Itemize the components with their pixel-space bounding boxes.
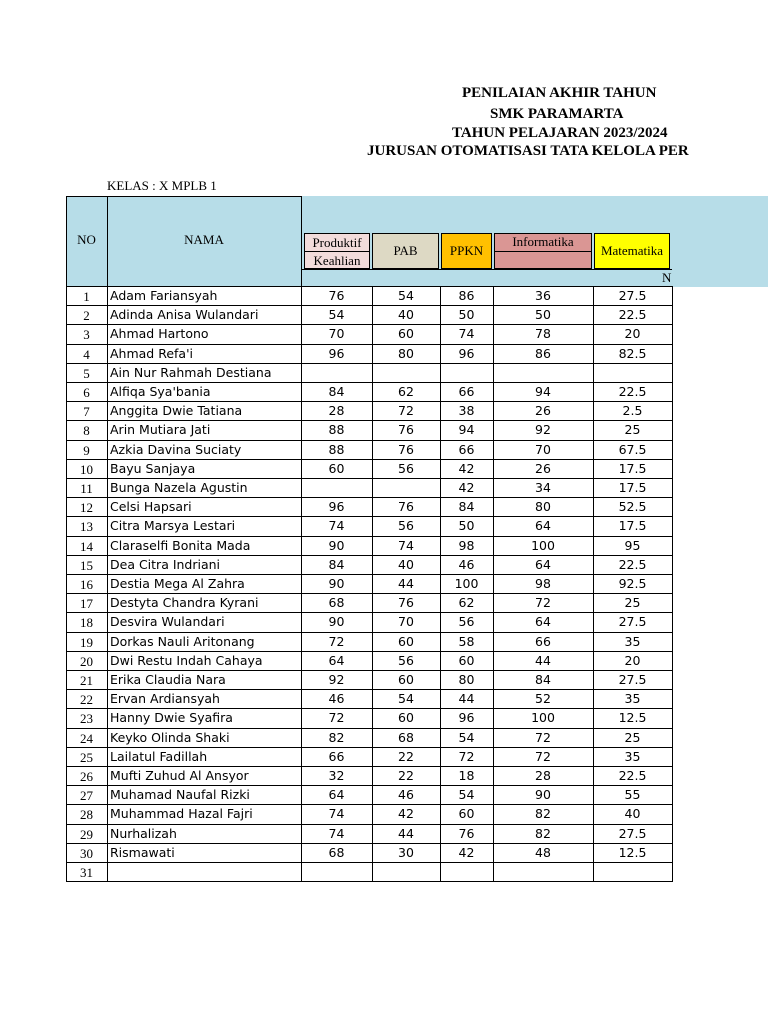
subject-matematika-cell: Matematika xyxy=(594,233,670,269)
student-name: Anggita Dwie Tatiana xyxy=(110,403,243,418)
score-matematika: 2.5 xyxy=(622,403,643,418)
score-informatika: 66 xyxy=(535,634,551,649)
score-pab: 68 xyxy=(398,730,414,745)
department-name: JURUSAN OTOMATISASI TATA KELOLA PER xyxy=(367,143,689,159)
row-number: 30 xyxy=(80,846,93,861)
score-produktif: 88 xyxy=(328,422,345,437)
score-produktif: 74 xyxy=(328,806,345,821)
score-informatika: 44 xyxy=(535,653,551,668)
score-pab: 56 xyxy=(398,518,414,533)
score-ppkn: 80 xyxy=(458,672,475,687)
score-produktif: 66 xyxy=(328,749,345,764)
score-informatika: 86 xyxy=(535,346,551,361)
table-border xyxy=(66,420,673,421)
score-pab: 42 xyxy=(398,806,414,821)
score-informatika: 48 xyxy=(535,845,551,860)
row-number: 14 xyxy=(80,539,93,554)
score-matematika: 12.5 xyxy=(618,710,647,725)
score-matematika: 17.5 xyxy=(618,518,647,533)
table-border xyxy=(66,459,673,460)
table-border xyxy=(66,344,673,345)
score-ppkn: 50 xyxy=(458,307,475,322)
student-name: Bayu Sanjaya xyxy=(110,461,196,476)
score-matematika: 92.5 xyxy=(618,576,647,591)
row-number: 3 xyxy=(83,327,90,342)
score-matematika: 22.5 xyxy=(618,557,647,572)
score-pab: 62 xyxy=(398,384,414,399)
subject-informatika-label: Informatika xyxy=(495,234,591,252)
row-number: 24 xyxy=(80,731,93,746)
score-ppkn: 42 xyxy=(458,845,475,860)
score-produktif: 70 xyxy=(328,326,345,341)
score-informatika: 34 xyxy=(535,480,551,495)
score-ppkn: 72 xyxy=(458,749,475,764)
score-ppkn: 60 xyxy=(458,653,475,668)
score-produktif: 60 xyxy=(328,461,345,476)
score-informatika: 94 xyxy=(535,384,551,399)
score-ppkn: 60 xyxy=(458,806,475,821)
academic-year: TAHUN PELAJARAN 2023/2024 xyxy=(452,125,668,141)
class-label: KELAS : X MPLB 1 xyxy=(107,178,217,193)
row-number: 20 xyxy=(80,654,93,669)
score-produktif: 64 xyxy=(328,787,345,802)
score-informatika: 64 xyxy=(535,557,551,572)
score-informatika: 98 xyxy=(535,576,551,591)
score-pab: 72 xyxy=(398,403,414,418)
student-name: Arin Mutiara Jati xyxy=(110,422,211,437)
score-informatika: 36 xyxy=(535,288,551,303)
score-matematika: 12.5 xyxy=(618,845,647,860)
student-name: Ahmad Hartono xyxy=(110,326,209,341)
row-number: 9 xyxy=(83,443,90,458)
table-border xyxy=(66,862,673,863)
table-border xyxy=(66,728,673,729)
score-ppkn: 98 xyxy=(458,538,475,553)
student-name: Nurhalizah xyxy=(110,826,177,841)
header-no: NO xyxy=(77,232,96,247)
row-number: 12 xyxy=(80,500,93,515)
student-name: Ain Nur Rahmah Destiana xyxy=(110,365,272,380)
score-ppkn: 100 xyxy=(454,576,479,591)
student-name: Azkia Davina Suciaty xyxy=(110,442,242,457)
table-border xyxy=(66,747,673,748)
table-border xyxy=(66,196,67,287)
student-name: Destia Mega Al Zahra xyxy=(110,576,245,591)
student-name: Dea Citra Indriani xyxy=(110,557,221,572)
score-pab: 46 xyxy=(398,787,414,802)
score-produktif: 72 xyxy=(328,710,345,725)
score-ppkn: 76 xyxy=(458,826,475,841)
table-border xyxy=(66,324,673,325)
row-number: 26 xyxy=(80,769,93,784)
score-produktif: 72 xyxy=(328,634,345,649)
score-produktif: 96 xyxy=(328,346,345,361)
score-ppkn: 38 xyxy=(458,403,475,418)
student-name: Muhamad Naufal Rizki xyxy=(110,787,250,802)
header-nama: NAMA xyxy=(184,232,224,247)
subject-ppkn-cell: PPKN xyxy=(441,233,492,269)
student-name: Adinda Anisa Wulandari xyxy=(110,307,259,322)
score-matematika: 52.5 xyxy=(618,499,647,514)
student-name: Hanny Dwie Syafira xyxy=(110,710,233,725)
score-pab: 76 xyxy=(398,499,414,514)
row-number: 8 xyxy=(83,423,90,438)
table-border xyxy=(301,269,672,270)
row-number: 11 xyxy=(80,481,93,496)
score-matematika: 27.5 xyxy=(618,614,647,629)
score-pab: 54 xyxy=(398,288,414,303)
table-border xyxy=(66,382,673,383)
score-informatika: 82 xyxy=(535,806,551,821)
score-produktif: 64 xyxy=(328,653,345,668)
row-number: 29 xyxy=(80,827,93,842)
student-name: Mufti Zuhud Al Ansyor xyxy=(110,768,249,783)
score-pab: 60 xyxy=(398,710,414,725)
score-informatika: 50 xyxy=(535,307,551,322)
score-pab: 76 xyxy=(398,442,414,457)
score-produktif: 68 xyxy=(328,845,345,860)
score-matematika: 22.5 xyxy=(618,384,647,399)
score-ppkn: 42 xyxy=(458,461,475,476)
subject-produktif-line1: Produktif xyxy=(305,234,369,252)
score-ppkn: 86 xyxy=(458,288,475,303)
score-pab: 54 xyxy=(398,691,414,706)
score-ppkn: 42 xyxy=(458,480,475,495)
table-border xyxy=(66,286,673,287)
score-matematika: 27.5 xyxy=(618,672,647,687)
score-pab: 60 xyxy=(398,326,414,341)
score-informatika: 80 xyxy=(535,499,551,514)
score-matematika: 35 xyxy=(624,634,641,649)
subject-pab-cell: PAB xyxy=(372,233,439,269)
score-ppkn: 54 xyxy=(458,787,475,802)
table-border xyxy=(107,286,108,882)
score-ppkn: 46 xyxy=(458,557,475,572)
row-number: 2 xyxy=(83,308,90,323)
school-name: SMK PARAMARTA xyxy=(490,106,624,122)
student-name: Bunga Nazela Agustin xyxy=(110,480,248,495)
score-pab: 22 xyxy=(398,768,414,783)
score-ppkn: 74 xyxy=(458,326,475,341)
row-number: 13 xyxy=(80,519,93,534)
score-ppkn: 56 xyxy=(458,614,475,629)
score-produktif: 76 xyxy=(328,288,345,303)
table-border xyxy=(66,555,673,556)
table-border xyxy=(66,401,673,402)
score-matematika: 27.5 xyxy=(618,288,647,303)
score-ppkn: 54 xyxy=(458,730,475,745)
score-informatika: 64 xyxy=(535,518,551,533)
table-border xyxy=(66,196,302,197)
score-pab: 44 xyxy=(398,576,414,591)
score-produktif: 74 xyxy=(328,518,345,533)
score-produktif: 32 xyxy=(328,768,345,783)
row-number: 28 xyxy=(80,807,93,822)
score-ppkn: 50 xyxy=(458,518,475,533)
score-produktif: 54 xyxy=(328,307,345,322)
table-border xyxy=(66,536,673,537)
table-border xyxy=(66,593,673,594)
score-produktif: 90 xyxy=(328,576,345,591)
student-name: Dwi Restu Indah Cahaya xyxy=(110,653,263,668)
score-informatika: 64 xyxy=(535,614,551,629)
student-name: Adam Fariansyah xyxy=(110,288,218,303)
table-border xyxy=(66,881,673,882)
score-ppkn: 18 xyxy=(458,768,475,783)
row-number: 4 xyxy=(83,347,90,362)
score-produktif: 96 xyxy=(328,499,345,514)
row-number: 17 xyxy=(80,596,93,611)
student-name: Ahmad Refa'i xyxy=(110,346,194,361)
score-ppkn: 66 xyxy=(458,384,475,399)
table-border xyxy=(66,824,673,825)
score-ppkn: 94 xyxy=(458,422,475,437)
score-produktif: 28 xyxy=(328,403,345,418)
report-title: PENILAIAN AKHIR TAHUN xyxy=(462,85,657,101)
score-produktif: 68 xyxy=(328,595,345,610)
row-number: 23 xyxy=(80,711,93,726)
score-informatika: 26 xyxy=(535,461,551,476)
student-name: Desvira Wulandari xyxy=(110,614,225,629)
score-pab: 80 xyxy=(398,346,414,361)
score-matematika: 82.5 xyxy=(618,346,647,361)
row-number: 10 xyxy=(80,462,93,477)
score-produktif: 90 xyxy=(328,538,345,553)
student-name: Muhammad Hazal Fajri xyxy=(110,806,253,821)
score-informatika: 84 xyxy=(535,672,551,687)
table-border xyxy=(66,574,673,575)
score-matematika: 20 xyxy=(624,653,641,668)
row-number: 19 xyxy=(80,635,93,650)
student-name: Keyko Olinda Shaki xyxy=(110,730,230,745)
table-border xyxy=(66,478,673,479)
subheader-fragment: N xyxy=(662,270,672,285)
student-name: Claraselfi Bonita Mada xyxy=(110,538,251,553)
score-informatika: 82 xyxy=(535,826,551,841)
score-matematika: 25 xyxy=(624,595,641,610)
score-informatika: 72 xyxy=(535,595,551,610)
score-informatika: 26 xyxy=(535,403,551,418)
score-pab: 74 xyxy=(398,538,414,553)
score-pab: 30 xyxy=(398,845,414,860)
row-number: 21 xyxy=(80,673,93,688)
score-pab: 22 xyxy=(398,749,414,764)
student-name: Citra Marsya Lestari xyxy=(110,518,236,533)
score-informatika: 78 xyxy=(535,326,551,341)
score-matematika: 25 xyxy=(624,730,641,745)
score-produktif: 90 xyxy=(328,614,345,629)
table-border xyxy=(66,305,673,306)
score-informatika: 28 xyxy=(535,768,551,783)
score-matematika: 35 xyxy=(624,691,641,706)
score-matematika: 27.5 xyxy=(618,826,647,841)
score-pab: 40 xyxy=(398,557,414,572)
score-informatika: 70 xyxy=(535,442,551,457)
score-pab: 40 xyxy=(398,307,414,322)
table-border xyxy=(66,440,673,441)
student-name: Ervan Ardiansyah xyxy=(110,691,220,706)
score-pab: 76 xyxy=(398,595,414,610)
score-produktif: 84 xyxy=(328,557,345,572)
score-matematika: 20 xyxy=(624,326,641,341)
table-border xyxy=(66,670,673,671)
row-number: 22 xyxy=(80,692,93,707)
score-produktif: 74 xyxy=(328,826,345,841)
subject-produktif-cell xyxy=(304,233,370,269)
score-matematika: 67.5 xyxy=(618,442,647,457)
score-pab: 76 xyxy=(398,422,414,437)
score-produktif: 92 xyxy=(328,672,345,687)
score-ppkn: 62 xyxy=(458,595,475,610)
score-matematika: 35 xyxy=(624,749,641,764)
table-border xyxy=(66,651,673,652)
row-number: 18 xyxy=(80,615,93,630)
table-border xyxy=(66,632,673,633)
student-name: Alfiqa Sya'bania xyxy=(110,384,211,399)
score-ppkn: 66 xyxy=(458,442,475,457)
score-matematika: 17.5 xyxy=(618,461,647,476)
table-border xyxy=(66,516,673,517)
score-produktif: 82 xyxy=(328,730,345,745)
subject-produktif-line2: Keahlian xyxy=(313,252,361,268)
score-matematika: 95 xyxy=(624,538,641,553)
student-name: Dorkas Nauli Aritonang xyxy=(110,634,255,649)
table-border xyxy=(66,708,673,709)
score-pab: 60 xyxy=(398,672,414,687)
score-matematika: 55 xyxy=(624,787,641,802)
score-matematika: 17.5 xyxy=(618,480,647,495)
score-pab: 70 xyxy=(398,614,414,629)
table-border xyxy=(66,843,673,844)
score-informatika: 100 xyxy=(531,710,555,725)
table-border xyxy=(66,785,673,786)
score-produktif: 88 xyxy=(328,442,345,457)
score-pab: 44 xyxy=(398,826,414,841)
row-number: 25 xyxy=(80,750,93,765)
student-name: Rismawati xyxy=(110,845,175,860)
score-produktif: 46 xyxy=(328,691,345,706)
score-pab: 60 xyxy=(398,634,414,649)
score-ppkn: 58 xyxy=(458,634,475,649)
score-informatika: 52 xyxy=(535,691,551,706)
row-number: 15 xyxy=(80,558,93,573)
row-number: 31 xyxy=(80,865,93,880)
score-matematika: 40 xyxy=(624,806,641,821)
table-border xyxy=(66,804,673,805)
score-pab: 56 xyxy=(398,461,414,476)
score-informatika: 100 xyxy=(531,538,555,553)
student-name: Erika Claudia Nara xyxy=(110,672,226,687)
table-border xyxy=(301,196,302,287)
score-matematika: 25 xyxy=(624,422,641,437)
score-informatika: 90 xyxy=(535,787,551,802)
table-border xyxy=(672,286,673,882)
row-number: 16 xyxy=(80,577,93,592)
table-border xyxy=(107,196,108,287)
score-informatika: 92 xyxy=(535,422,551,437)
row-number: 5 xyxy=(83,366,90,381)
score-pab: 56 xyxy=(398,653,414,668)
score-matematika: 22.5 xyxy=(618,307,647,322)
subject-informatika-cell xyxy=(494,233,592,269)
table-border xyxy=(66,612,673,613)
table-border xyxy=(66,363,673,364)
table-border xyxy=(66,766,673,767)
table-border xyxy=(66,689,673,690)
score-informatika: 72 xyxy=(535,749,551,764)
row-number: 7 xyxy=(83,404,90,419)
table-border xyxy=(66,497,673,498)
score-ppkn: 44 xyxy=(458,691,475,706)
row-number: 6 xyxy=(83,385,90,400)
score-ppkn: 84 xyxy=(458,499,475,514)
score-ppkn: 96 xyxy=(458,346,475,361)
student-name: Destyta Chandra Kyrani xyxy=(110,595,259,610)
score-informatika: 72 xyxy=(535,730,551,745)
student-name: Celsi Hapsari xyxy=(110,499,192,514)
score-produktif: 84 xyxy=(328,384,345,399)
row-number: 1 xyxy=(83,289,90,304)
score-ppkn: 96 xyxy=(458,710,475,725)
score-matematika: 22.5 xyxy=(618,768,647,783)
student-name: Lailatul Fadillah xyxy=(110,749,208,764)
row-number: 27 xyxy=(80,788,93,803)
